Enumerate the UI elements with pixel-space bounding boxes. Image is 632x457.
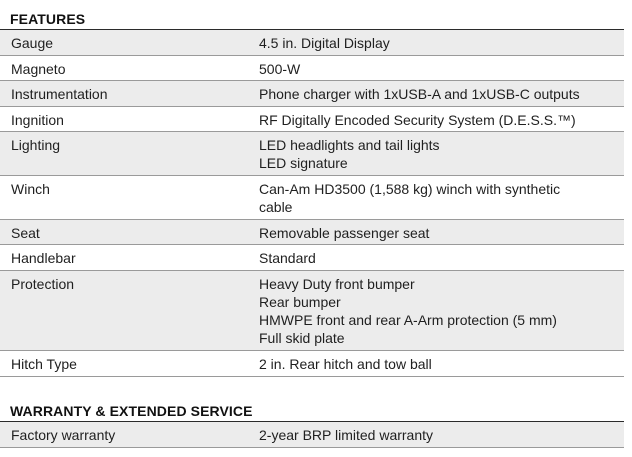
spec-row-hitch-type bbox=[0, 351, 624, 377]
spec-label: Lighting bbox=[11, 137, 61, 153]
warranty-table bbox=[0, 422, 624, 448]
spec-label: Gauge bbox=[11, 35, 54, 51]
spec-value-line: Can-Am HD3500 (1,588 kg) winch with synthetic bbox=[259, 181, 561, 197]
features-table bbox=[0, 30, 624, 377]
spec-value-line: cable bbox=[259, 199, 293, 215]
spec-value-line: Standard bbox=[259, 250, 316, 266]
spec-label: Factory warranty bbox=[11, 427, 116, 443]
spec-value bbox=[259, 249, 609, 267]
spec-row-magneto bbox=[0, 56, 624, 81]
spec-label: Winch bbox=[11, 181, 50, 197]
spec-label: Hitch Type bbox=[11, 356, 77, 372]
spec-row-factory-warranty bbox=[0, 422, 624, 448]
spec-row-ignition bbox=[0, 107, 624, 132]
spec-row-gauge bbox=[0, 30, 624, 56]
spec-value bbox=[259, 224, 609, 242]
spec-value-line: Removable passenger seat bbox=[259, 225, 430, 241]
features-section-header bbox=[0, 8, 624, 30]
spec-label: Protection bbox=[11, 276, 75, 292]
spec-label: Seat bbox=[11, 225, 40, 241]
spec-value bbox=[259, 355, 609, 373]
spec-label: Instrumentation bbox=[11, 86, 108, 102]
spec-value bbox=[259, 275, 609, 347]
spec-label: Magneto bbox=[11, 61, 66, 77]
spec-value bbox=[259, 85, 609, 103]
spec-row-handlebar bbox=[0, 245, 624, 271]
spec-row-winch bbox=[0, 176, 624, 220]
spec-value-line: HMWPE front and rear A-Arm protection (5 mm) bbox=[259, 312, 557, 328]
spec-value bbox=[259, 180, 609, 216]
spec-row-lighting bbox=[0, 132, 624, 176]
spec-value bbox=[259, 136, 609, 172]
spec-value-line: 2-year BRP limited warranty bbox=[259, 427, 434, 443]
spec-value bbox=[259, 34, 609, 52]
spec-value bbox=[259, 426, 609, 444]
spec-label: Handlebar bbox=[11, 250, 76, 266]
spec-value bbox=[259, 111, 609, 129]
spec-value-line: 2 in. Rear hitch and tow ball bbox=[259, 356, 432, 372]
spec-value-line: RF Digitally Encoded Security System (D.E.S.S.™) bbox=[259, 112, 576, 128]
spec-value-line: Rear bumper bbox=[259, 294, 341, 310]
spec-row-instrumentation bbox=[0, 81, 624, 107]
warranty-section-title: WARRANTY & EXTENDED SERVICE bbox=[10, 403, 253, 419]
spec-value bbox=[259, 60, 609, 78]
spec-row-protection bbox=[0, 271, 624, 351]
spec-value-line: Phone charger with 1xUSB-A and 1xUSB-C outputs bbox=[259, 86, 580, 102]
spec-value-line: 4.5 in. Digital Display bbox=[259, 35, 390, 51]
spec-value-line: LED headlights and tail lights bbox=[259, 137, 440, 153]
spec-value-line: Full skid plate bbox=[259, 330, 345, 346]
spec-label: Ingnition bbox=[11, 112, 64, 128]
spec-value-line: Heavy Duty front bumper bbox=[259, 276, 415, 292]
spec-value-line: 500-W bbox=[259, 61, 301, 77]
warranty-section-header bbox=[0, 400, 624, 422]
features-section-title: FEATURES bbox=[10, 11, 86, 27]
spec-value-line: LED signature bbox=[259, 155, 348, 171]
spec-row-seat bbox=[0, 220, 624, 245]
